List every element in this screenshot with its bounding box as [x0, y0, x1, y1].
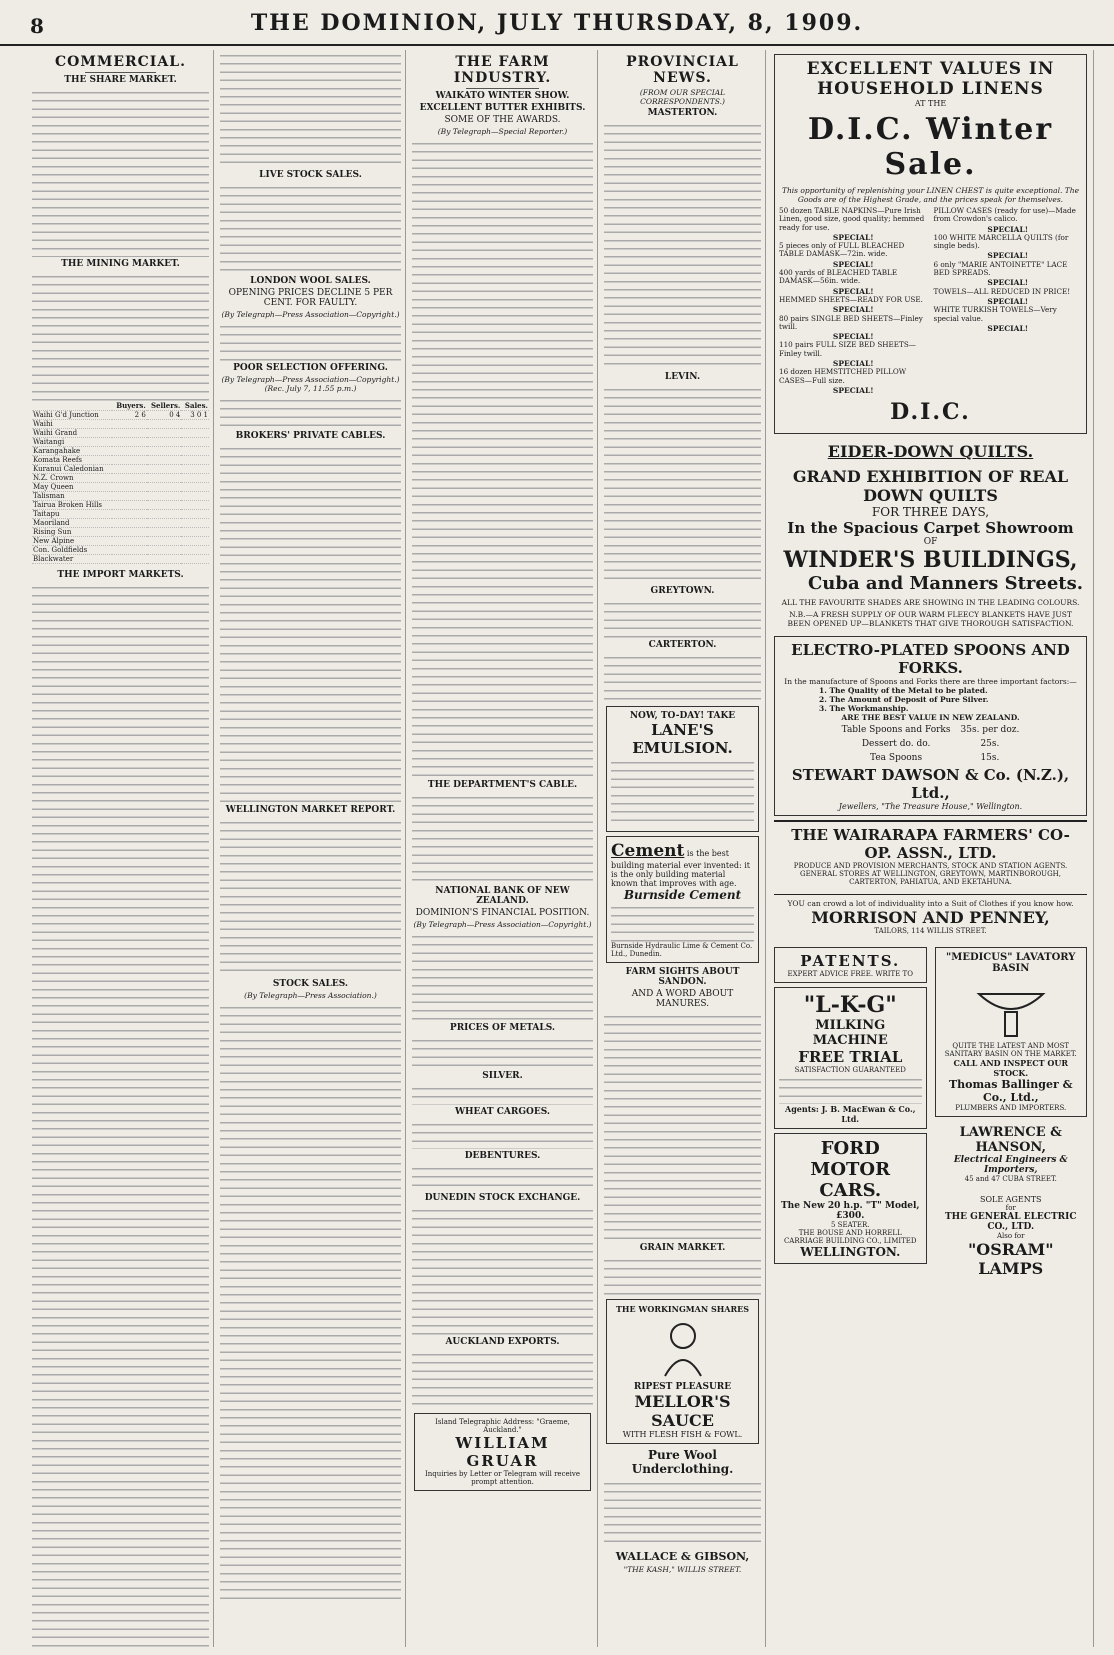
- gruar-advert: [414, 1413, 591, 1491]
- masthead: [0, 0, 1114, 46]
- spoons-forks-advert: [774, 636, 1087, 816]
- wairarapa-title: THE WAIRARAPA FARMERS' CO-OP. ASSN., LTD.: [791, 826, 1070, 863]
- spoons-price-row: [838, 738, 1024, 750]
- import-markets-title: THE IMPORT MARKETS.: [57, 570, 184, 580]
- mining-cell: Karangahake: [32, 447, 112, 456]
- dic-item: 100 WHITE MARCELLA QUILTS (for single beds).: [933, 232, 1069, 251]
- lavatory-firm-sub: PLUMBERS AND IMPORTERS.: [955, 1104, 1067, 1113]
- dic-item: 6 only "MARIE ANTOINETTE" LACE BED SPREADS.: [933, 259, 1068, 278]
- special-label: SPECIAL!: [832, 286, 874, 296]
- dic-title: D.I.C. Winter Sale.: [807, 112, 1054, 182]
- eiderdown-street: Cuba and Manners Streets.: [807, 573, 1083, 595]
- lanes-brand: LANE'S EMULSION.: [632, 721, 733, 757]
- wellington-market-title: WELLINGTON MARKET REPORT.: [225, 805, 396, 815]
- mining-cell: [147, 429, 182, 438]
- dic-item: 110 pairs FULL SIZE BED SHEETS—Finley twill.: [779, 340, 916, 358]
- wool-title: Pure Wool Underclothing.: [631, 1448, 734, 1476]
- mining-cell: New Alpine: [32, 537, 112, 546]
- special-label: SPECIAL!: [987, 224, 1029, 234]
- dic-at: AT THE: [914, 99, 947, 108]
- mining-cell: [147, 438, 182, 447]
- wairarapa-hq: GENERAL STORES AT WELLINGTON, GREYTOWN, MARTINBOROUGH, CARTERTON, PAHIATUA, AND EKETAHUNA.: [799, 870, 1062, 887]
- mining-cell: [112, 492, 147, 501]
- mining-cell: [112, 420, 147, 429]
- eiderdown-title: EIDER-DOWN QUILTS.: [827, 442, 1034, 462]
- mining-cell: [147, 555, 182, 564]
- morrison-advert: [774, 894, 1087, 939]
- mining-cell: [181, 474, 209, 483]
- patents-title: PATENTS.: [800, 952, 901, 971]
- column-provincial: [600, 50, 766, 1647]
- morrison-lead: YOU can crowd a lot of individuality into a Suit of Clothes if you know how.: [787, 899, 1074, 909]
- mining-cell: [181, 492, 209, 501]
- lkg-title: "L-K-G": [803, 992, 897, 1019]
- gruar-address: Island Telegraphic Address: "Graeme, Auckland.": [435, 1418, 570, 1434]
- spoons-factor: 2. The Amount of Deposit of Pure Silver.: [819, 695, 989, 705]
- mining-cell: [181, 420, 209, 429]
- mellors-top: THE WORKINGMAN SHARES: [615, 1304, 750, 1314]
- workingman-illustration-icon: [611, 1318, 754, 1378]
- mining-cell: [112, 465, 147, 474]
- mining-cell: 3 0 1: [181, 411, 209, 420]
- mining-cell: [112, 483, 147, 492]
- eiderdown-of: OF: [923, 537, 938, 548]
- national-bank-by: (By Telegraph—Press Association—Copyright.): [413, 920, 592, 929]
- ford-agents: THE BOUSE AND HORRELL CARRIAGE BUILDING CO., LIMITED: [783, 1229, 917, 1246]
- dunedin-title: DUNEDIN STOCK EXCHANGE.: [424, 1193, 581, 1203]
- dic-item: HEMMED SHEETS—READY FOR USE.: [779, 294, 923, 304]
- national-bank-title: NATIONAL BANK OF NEW ZEALAND.: [435, 886, 570, 906]
- special-label: SPECIAL!: [832, 232, 874, 242]
- eiderdown-grand: GRAND EXHIBITION OF REAL DOWN QUILTS: [792, 467, 1069, 506]
- winter-show-sub2: SOME OF THE AWARDS.: [444, 115, 561, 125]
- cement-maker: Burnside Hydraulic Lime & Cement Co. Ltd., Dunedin.: [611, 942, 753, 958]
- mining-cell: [181, 429, 209, 438]
- mining-cell: [112, 429, 147, 438]
- mining-cell: Tairua Broken Hills: [32, 501, 112, 510]
- lawrence-title: LAWRENCE & HANSON,: [959, 1125, 1062, 1156]
- special-label: SPECIAL!: [832, 359, 874, 369]
- mining-cell: [147, 546, 182, 555]
- mellors-sauce-advert: [606, 1299, 759, 1444]
- lanes-top: NOW, TO-DAY! TAKE: [629, 711, 736, 721]
- special-label: SPECIAL!: [987, 296, 1029, 306]
- mining-cell: [181, 528, 209, 537]
- patents-advert: [774, 947, 927, 983]
- newspaper-title: THE DOMINION, JULY THURSDAY, 8, 1909.: [250, 10, 864, 36]
- mining-header-cell: Sellers.: [147, 401, 182, 411]
- london-wool-sub: OPENING PRICES DECLINE 5 PER CENT. FOR FAULTY.: [228, 288, 393, 308]
- mining-cell: [147, 483, 182, 492]
- eiderdown-advert: [774, 438, 1087, 632]
- dic-item: TOWELS—ALL REDUCED IN PRICE!: [933, 286, 1071, 296]
- mining-row: [32, 474, 209, 483]
- mining-row: [32, 555, 209, 564]
- special-label: SPECIAL!: [832, 305, 874, 315]
- mining-cell: [112, 537, 147, 546]
- mining-cell: [147, 474, 182, 483]
- greytown-title: GREYTOWN.: [650, 586, 715, 596]
- mining-row: [32, 546, 209, 555]
- spoons-price-cell: Table Spoons and Forks: [841, 725, 951, 736]
- mining-cell: Rising Sun: [32, 528, 112, 537]
- spoons-price-cell: Dessert do. do.: [861, 739, 931, 750]
- mining-cell: Taitapu: [32, 510, 112, 519]
- gruar-footer: Inquiries by Letter or Telegram will receive prompt attention.: [425, 1470, 580, 1486]
- spoons-firm: STEWART DAWSON & Co. (N.Z.), Ltd.,: [791, 766, 1070, 803]
- ford-advert: [774, 1133, 927, 1264]
- levin-title: LEVIN.: [664, 372, 701, 382]
- spoons-price-row: [838, 724, 1024, 736]
- poor-selection-title: POOR SELECTION OFFERING.: [233, 363, 388, 373]
- spoons-price-cell: Tea Spoons: [870, 753, 923, 764]
- mining-row: [32, 456, 209, 465]
- mining-row: [32, 438, 209, 447]
- spoons-price-cell: 25s.: [980, 739, 1000, 750]
- eiderdown-bldg: WINDER'S BUILDINGS,: [783, 547, 1078, 574]
- ford-place: WELLINGTON.: [800, 1245, 901, 1260]
- dic-footer: D.I.C.: [890, 399, 971, 426]
- mining-cell: [112, 447, 147, 456]
- mining-cell: [181, 447, 209, 456]
- mining-row: [32, 411, 209, 420]
- lawrence-advert: [935, 1121, 1088, 1187]
- spoons-factor: 1. The Quality of the Metal to be plated.: [819, 686, 988, 696]
- sandon-title: FARM SIGHTS ABOUT SANDON.: [625, 967, 740, 987]
- mining-market-title: THE MINING MARKET.: [61, 259, 180, 269]
- lavatory-firm: Thomas Ballinger & Co., Ltd.,: [948, 1078, 1073, 1105]
- lawrence-addr: 45 and 47 CUBA STREET.: [964, 1175, 1057, 1184]
- wheat-title: WHEAT CARGOES.: [454, 1107, 551, 1117]
- farm-heading: THE FARM INDUSTRY.: [453, 54, 552, 86]
- gruar-brand: WILLIAM GRUAR: [455, 1434, 550, 1470]
- mining-cell: N.Z. Crown: [32, 474, 112, 483]
- eiderdown-nb: N.B.—A FRESH SUPPLY OF OUR WARM FLEECY BLANKETS HAVE JUST BEEN OPENED UP—BLANKETS THAT GIVE THOROUGH SATISFACTION.: [787, 610, 1074, 629]
- patents-text: EXPERT ADVICE FREE. WRITE TO: [787, 970, 913, 979]
- basin-illustration-icon: [940, 978, 1083, 1038]
- special-label: SPECIAL!: [987, 278, 1029, 288]
- mining-cell: 2 6: [112, 411, 147, 420]
- wool-sub: "THE KASH," WILLIS STREET.: [623, 1565, 742, 1574]
- morrison-sub: TAILORS, 114 WILLIS STREET.: [874, 927, 987, 936]
- mining-cell: [181, 555, 209, 564]
- mining-cell: [147, 528, 182, 537]
- mellors-brand: MELLOR'S SAUCE: [634, 1392, 731, 1430]
- mining-cell: Komata Reefs: [32, 456, 112, 465]
- winter-show-title: WAIKATO WINTER SHOW.: [435, 91, 570, 101]
- wool-firm: WALLACE & GIBSON,: [615, 1550, 750, 1563]
- ford-seater: 5 SEATER.: [830, 1221, 870, 1230]
- dic-item: 50 dozen TABLE NAPKINS—Pure Irish Linen, good size, good quality; hemmed ready for use.: [779, 206, 925, 232]
- lkg-sat: SATISFACTION GUARANTEED: [794, 1066, 906, 1075]
- mining-cell: [112, 438, 147, 447]
- dept-cable-title: THE DEPARTMENT'S CABLE.: [427, 780, 578, 790]
- osram-brand: "OSRAM" LAMPS: [967, 1240, 1054, 1279]
- mining-cell: [112, 501, 147, 510]
- lkg-trial: FREE TRIAL: [798, 1048, 903, 1067]
- special-label: SPECIAL!: [832, 259, 874, 269]
- mining-row: [32, 501, 209, 510]
- mining-cell: [112, 519, 147, 528]
- mining-cell: [181, 438, 209, 447]
- brokers-title: BROKERS' PRIVATE CABLES.: [235, 431, 386, 441]
- lkg-milking-advert: [774, 987, 927, 1129]
- spoons-firm-sub: Jewellers, "The Treasure House," Wellington.: [838, 802, 1023, 812]
- mining-cell: Waihi Grand: [32, 429, 112, 438]
- dic-right-list: [934, 207, 1083, 395]
- debentures-title: DEBENTURES.: [464, 1151, 541, 1161]
- wairarapa-advert: [774, 820, 1087, 890]
- column-stock: [216, 50, 406, 1647]
- london-wool-title: LONDON WOOL SALES.: [250, 276, 371, 286]
- lawrence-sub: Electrical Engineers & Importers,: [953, 1155, 1068, 1176]
- mining-cell: Waitangi: [32, 438, 112, 447]
- mining-cell: [181, 456, 209, 465]
- prices-metals-title: PRICES OF METALS.: [449, 1023, 556, 1033]
- cement-brand: Burnside Cement: [623, 888, 742, 902]
- mining-row: [32, 537, 209, 546]
- mining-cell: 0 4: [147, 411, 182, 420]
- column-adverts: [768, 50, 1094, 1647]
- poor-selection-by: (By Telegraph—Press Association—Copyright.) (Rec. July 7, 11.55 p.m.): [221, 375, 400, 393]
- stock-sales-title: STOCK SALES.: [272, 979, 349, 989]
- commercial-heading: COMMERCIAL.: [55, 54, 186, 70]
- eiderdown-where: In the Spacious Carpet Showroom: [787, 519, 1074, 538]
- lavatory-title: "MEDICUS" LAVATORY BASIN: [946, 952, 1076, 975]
- spoons-price-cell: 15s.: [980, 753, 1000, 764]
- mining-cell: Con. Goldfields: [32, 546, 112, 555]
- mining-cell: [112, 456, 147, 465]
- dic-item: 400 yards of BLEACHED TABLE DAMASK—56in. wide.: [779, 268, 898, 286]
- osram-also: Also for: [997, 1232, 1025, 1241]
- spoons-best: ARE THE BEST VALUE IN NEW ZEALAND.: [841, 713, 1020, 723]
- lanes-emulsion-advert: [606, 706, 759, 832]
- mining-cell: [181, 546, 209, 555]
- import-markets-text: [32, 582, 209, 1647]
- cement-text: is the best building material ever invented: it is the only building material known that improves with age.: [611, 849, 750, 888]
- mining-cell: [181, 465, 209, 474]
- silver-title: SILVER.: [482, 1071, 523, 1081]
- auckland-title: AUCKLAND EXPORTS.: [445, 1337, 560, 1347]
- mining-row: [32, 492, 209, 501]
- mining-cell: [147, 447, 182, 456]
- eiderdown-days: FOR THREE DAYS,: [871, 505, 990, 520]
- mining-row: [32, 528, 209, 537]
- morrison-firm: MORRISON AND PENNEY,: [811, 908, 1050, 928]
- mining-cell: [112, 528, 147, 537]
- spoons-intro: In the manufacture of Spoons and Forks there are three important factors:—: [784, 677, 1077, 687]
- mining-cell: Waihi G'd Junction: [32, 411, 112, 420]
- mining-cell: [181, 519, 209, 528]
- mining-cell: [147, 519, 182, 528]
- osram-sole: SOLE AGENTS: [979, 1195, 1042, 1205]
- mining-row: [32, 510, 209, 519]
- special-label: SPECIAL!: [987, 251, 1029, 261]
- dic-item: 80 pairs SINGLE BED SHEETS—Finley twill.: [779, 313, 923, 331]
- dic-note: This opportunity of replenishing your LINEN CHEST is quite exceptional. The Goods are of the Highest Grade, and the prices speak for themselves.: [781, 186, 1080, 204]
- special-label: SPECIAL!: [832, 385, 874, 395]
- mining-cell: [112, 510, 147, 519]
- lavatory-call: CALL AND INSPECT OUR STOCK.: [953, 1058, 1068, 1079]
- column-commercial: [28, 50, 214, 1647]
- mining-cell: [112, 474, 147, 483]
- osram-advert: [935, 1191, 1088, 1282]
- osram-firm: THE GENERAL ELECTRIC CO., LTD.: [944, 1212, 1077, 1233]
- dic-item: WHITE TURKISH TOWELS—Very special value.: [933, 305, 1057, 323]
- mining-cell: [147, 456, 182, 465]
- spoons-factor: 3. The Workmanship.: [819, 704, 909, 714]
- mining-cell: [147, 510, 182, 519]
- mining-cell: Blackwater: [32, 555, 112, 564]
- mining-cell: Talisman: [32, 492, 112, 501]
- special-label: SPECIAL!: [832, 332, 874, 342]
- mining-cell: [112, 555, 147, 564]
- spoons-factors: [779, 686, 1082, 713]
- cement-lead: Cement: [611, 841, 685, 861]
- mining-cell: Kuranui Caledonian: [32, 465, 112, 474]
- mining-cell: [181, 537, 209, 546]
- mining-cell: [181, 483, 209, 492]
- mining-header-cell: [32, 401, 112, 411]
- lkg-agents: Agents: J. B. MacEwan & Co., Ltd.: [784, 1104, 916, 1125]
- lkg-sub: MILKING MACHINE: [812, 1018, 888, 1049]
- lavatory-text: QUITE THE LATEST AND MOST SANITARY BASIN ON THE MARKET.: [944, 1042, 1077, 1059]
- mining-row: [32, 447, 209, 456]
- column-farm: [408, 50, 598, 1647]
- dic-item: 16 dozen HEMSTITCHED PILLOW CASES—Full size.: [779, 367, 907, 385]
- spoons-price-row: [838, 752, 1024, 764]
- mining-cell: Maoriland: [32, 519, 112, 528]
- live-stock-title: LIVE STOCK SALES.: [259, 170, 362, 180]
- mining-header-cell: Buyers.: [112, 401, 147, 411]
- sandon-sub: AND A WORD ABOUT MANURES.: [631, 989, 734, 1009]
- mining-header-cell: Sales.: [181, 401, 209, 411]
- mining-cell: [147, 537, 182, 546]
- dic-item: PILLOW CASES (ready for use)—Made from Crowdon's calico.: [933, 206, 1076, 224]
- national-bank-sub: DOMINION'S FINANCIAL POSITION.: [415, 908, 590, 918]
- lavatory-advert: [935, 947, 1088, 1117]
- stock-sales-by: (By Telegraph—Press Association.): [244, 991, 377, 1000]
- mining-row: [32, 465, 209, 474]
- mining-cell: [112, 546, 147, 555]
- mining-cell: [181, 501, 209, 510]
- mellors-mid: RIPEST PLEASURE: [633, 1382, 732, 1392]
- mining-cell: [147, 492, 182, 501]
- mellors-under: WITH FLESH FISH & FOWL.: [622, 1430, 743, 1439]
- dic-item: 5 pieces only of FULL BLEACHED TABLE DAMASK—72in. wide.: [779, 241, 905, 259]
- mining-row: [32, 483, 209, 492]
- special-label: SPECIAL!: [987, 323, 1029, 333]
- provincial-heading: PROVINCIAL NEWS.: [626, 54, 739, 86]
- dic-left-list: [779, 207, 928, 395]
- spoons-price-cell: 35s. per doz.: [960, 725, 1020, 736]
- winter-show-sub: EXCELLENT BUTTER EXHIBITS.: [419, 103, 586, 113]
- ford-price: The New 20 h.p. "T" Model, £300.: [780, 1201, 920, 1222]
- wairarapa-sub: PRODUCE AND PROVISION MERCHANTS, STOCK AND STATION AGENTS.: [793, 862, 1068, 871]
- mining-cell: May Queen: [32, 483, 112, 492]
- osram-for: for: [1005, 1204, 1016, 1213]
- mining-row: [32, 420, 209, 429]
- burnside-cement-advert: [606, 836, 759, 963]
- ford-title: FORD MOTOR CARS.: [810, 1138, 891, 1202]
- mining-cell: [147, 465, 182, 474]
- dic-winter-sale-advert: [774, 54, 1087, 434]
- mining-price-table: [32, 401, 209, 564]
- mining-cell: [147, 420, 182, 429]
- carterton-title: CARTERTON.: [648, 640, 717, 650]
- share-market-title: THE SHARE MARKET.: [64, 75, 177, 85]
- eiderdown-shades: ALL THE FAVOURITE SHADES ARE SHOWING IN THE LEADING COLOURS.: [781, 598, 1080, 608]
- dic-head: EXCELLENT VALUES IN HOUSEHOLD LINENS: [806, 59, 1055, 99]
- london-wool-by: (By Telegraph—Press Association—Copyright.): [221, 310, 400, 319]
- spoons-title: ELECTRO-PLATED SPOONS AND FORKS.: [791, 641, 1070, 678]
- masterton-title: MASTERTON.: [647, 108, 718, 118]
- mining-cell: [181, 510, 209, 519]
- mining-row: [32, 429, 209, 438]
- page-number: 8: [30, 14, 44, 38]
- mining-cell: [147, 501, 182, 510]
- provincial-sub: (FROM OUR SPECIAL CORRESPONDENTS.): [639, 88, 726, 106]
- share-market-text: [32, 87, 209, 257]
- mining-row: [32, 519, 209, 528]
- spoons-price-table: [836, 722, 1026, 766]
- mining-cell: Waihi: [32, 420, 112, 429]
- grain-title: GRAIN MARKET.: [639, 1243, 726, 1253]
- winter-show-by: (By Telegraph—Special Reporter.): [437, 127, 568, 136]
